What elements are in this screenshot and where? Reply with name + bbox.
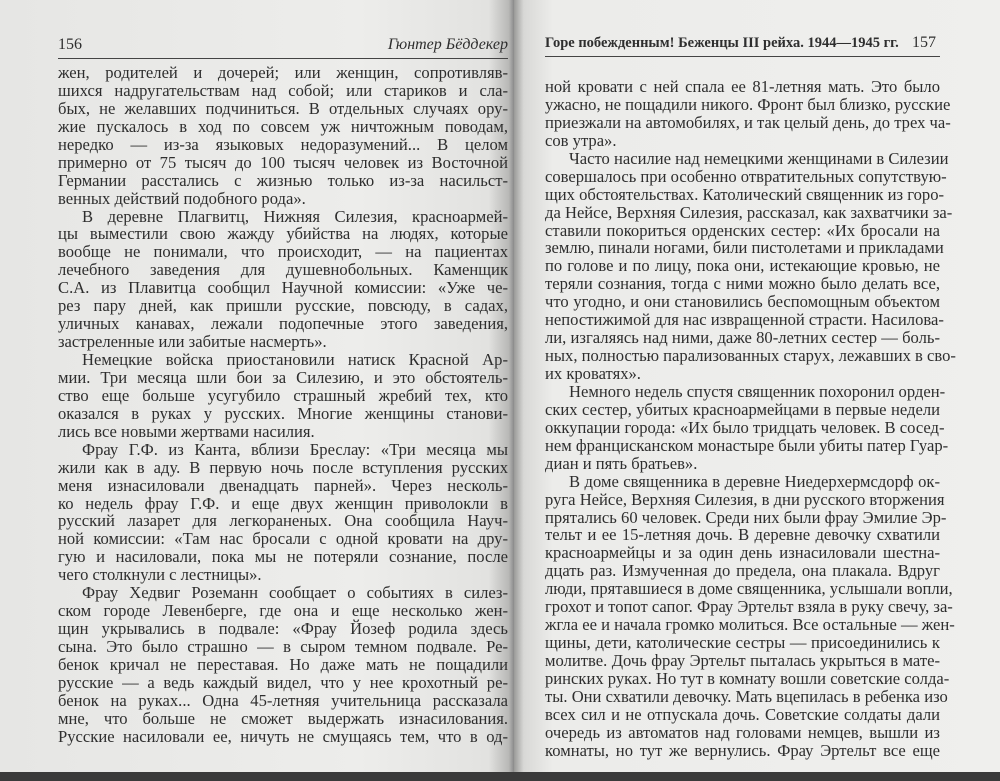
text-line: землю, пинали ногами, били пистолетами и прикладами bbox=[545, 238, 944, 258]
right-page-body bbox=[545, 77, 956, 760]
text-line: ной комиссии: «Там нас бросали с одной кровати на дру- bbox=[58, 529, 508, 549]
left-page-body bbox=[58, 64, 508, 746]
text-line: ной кровати с ней спала ее 81-летняя мать. Это было bbox=[545, 77, 940, 96]
text-line: Фрау Г.Ф. из Канта, вблизи Бреслау: «Три месяца мы bbox=[82, 439, 508, 459]
left-page-header bbox=[58, 36, 508, 59]
text-line: всех сил и не отпускала дочь. Советские солдаты дали bbox=[545, 704, 940, 724]
text-line: лечебного заведения для душевнобольных. Каменщик bbox=[58, 260, 508, 280]
text-line: грохот и топот сапог. Фрау Эртельт взяла в руку свечу, за- bbox=[545, 597, 953, 617]
text-line: вообще не понимали, что происходит, — на пациентах bbox=[58, 242, 508, 262]
text-line: нередко — из-за языковых недоразумений... В целом bbox=[58, 134, 508, 154]
text-line: комнаты, но тут же вернулись. Фрау Эртельт все еще bbox=[545, 740, 940, 760]
text-line: русский лазарет для легкораненых. Она сообщила Науч- bbox=[58, 511, 508, 531]
text-line: приезжали на автомобилях, и так целый день, до трех ча- bbox=[545, 112, 951, 132]
text-line: мии. Три месяца шли бои за Силезию, и это обстоятель- bbox=[58, 367, 508, 387]
text-line: щих обстоятельствах. Католический священник из горо- bbox=[545, 184, 945, 204]
text-line: бенок кричал не переставая. Но даже мать не пощадили bbox=[58, 654, 508, 674]
text-line: ринских руках. Но тут в комнату вошли советские солда- bbox=[545, 668, 950, 688]
text-line: лись все новыми жертвами насилия. bbox=[58, 421, 315, 441]
text-line: ных, полностью парализованных старух, лежавших в сво- bbox=[545, 346, 956, 366]
text-line: жили как в аду. В первую ночь после вступления русских bbox=[58, 457, 508, 477]
right-page-header bbox=[545, 34, 940, 57]
text-line: их кроватях». bbox=[545, 364, 641, 383]
text-line: Фрау Хедвиг Роземанн сообщает о событиях в силез- bbox=[82, 583, 508, 603]
running-title: Гюнтер Бёддекер bbox=[387, 36, 508, 53]
text-line: примерно от 75 тысяч до 100 тысяч человек из Восточной bbox=[58, 152, 508, 172]
text-line: бенок на руках... Одна 45-летняя учительница рассказала bbox=[58, 690, 508, 710]
text-line: гую и насиловали, пока мы не потеряли сознание, после bbox=[58, 547, 508, 567]
text-line: меня изнасиловали двенадцать парней». Через несколь- bbox=[58, 475, 508, 495]
text-line: застреленные или забитые насмерть». bbox=[58, 332, 327, 352]
text-line: Немного недель спустя священник похоронил орден- bbox=[569, 381, 946, 401]
text-line: С.А. из Плавитца сообщил Научной комиссии: «Уже че- bbox=[58, 278, 508, 298]
text-line: оккупации города: «Их было тридцать человек. В сосед- bbox=[545, 417, 945, 437]
text-line: диан и пять братьев». bbox=[545, 453, 698, 473]
running-title: Горе побежденным! Беженцы III рейха. 1944—1945 гг. bbox=[545, 35, 899, 51]
text-line: уличных канавах, лежали подопечные этого заведения, bbox=[58, 314, 508, 334]
text-line: жгла ее и начала громко молиться. Все остальные — жен- bbox=[545, 615, 955, 635]
text-line: ставили покориться орденских сестер: «Их бросали на bbox=[545, 220, 940, 240]
text-line: прятались 60 человек. Среди них были фрау Эмилие Эр- bbox=[545, 507, 947, 527]
text-line: люди, прятавшиеся в доме священника, услышали вопли, bbox=[545, 579, 953, 599]
text-line: мне, что больше не сможет выдержать изнасилования. bbox=[58, 708, 508, 728]
text-line: русские — а ведь каждый видел, что у нее крохотный ре- bbox=[58, 672, 508, 692]
text-line: Германии расстались с жизнью только из-за насильст- bbox=[58, 170, 508, 190]
text-line: совершалось при особенно отвратительных сопутствую- bbox=[545, 166, 947, 186]
page-number: 156 bbox=[58, 36, 82, 53]
text-line: чего столкнули с лестницы». bbox=[58, 565, 262, 585]
text-line: теряли сознания, тогда с ними можно было делать все, bbox=[545, 274, 940, 294]
right-page bbox=[514, 0, 1000, 772]
text-line: сов утра». bbox=[545, 130, 617, 150]
text-line: бых, не желавших подчиниться. В отдельных случаях ору- bbox=[58, 98, 508, 118]
page-number: 157 bbox=[912, 34, 936, 51]
text-line: ли, изгаляясь над ними, даже 80-летних сестер — боль- bbox=[545, 328, 940, 348]
text-line: ство еще больше усугубило страшный жребий тех, кто bbox=[58, 385, 508, 405]
text-line: да Нейсе, Верхняя Силезия, рассказал, как захватчики за- bbox=[545, 202, 953, 222]
text-line: ко недель фрау Г.Ф. и еще двух женщин приволокли в bbox=[58, 493, 508, 513]
text-line: ты. Они схватили девочку. Мать вцепилась в ребенка изо bbox=[545, 686, 948, 706]
text-line: тельт и ее 15-летняя дочь. В деревне девочку схватили bbox=[545, 525, 940, 545]
text-line: рез пару дней, как пришли русские, повсюду, в садах, bbox=[58, 296, 508, 316]
text-line: В доме священника в деревне Ниедерхермсдорф ок- bbox=[569, 471, 940, 491]
text-line: Русские насиловали ее, ничуть не смущаясь тем, что в од- bbox=[58, 726, 508, 746]
text-line: цы выместили свою жажду убийства на людях, которые bbox=[58, 224, 508, 244]
text-line: щины, дети, католические сестры — присоединились к bbox=[545, 633, 940, 653]
text-line: Часто насилие над немецкими женщинами в Силезии bbox=[569, 148, 949, 168]
text-line: ских сестер, убитых красноармейцами в первые недели bbox=[545, 399, 940, 419]
text-line: красноармейцы и за один день изнасиловали шестна- bbox=[545, 543, 940, 563]
text-line: жен, родителей и дочерей; или женщин, сопротивляв- bbox=[58, 63, 508, 82]
text-line: очередь из автоматов над головами немцев, вышли из bbox=[545, 722, 940, 742]
text-line: сына. Это было страшно — в сыром темном подвале. Ре- bbox=[58, 637, 508, 656]
text-line: руга Нейсе, Верхняя Силезия, в дни русского вторжения bbox=[545, 489, 945, 509]
text-line: жие пускалось в ход по совсем уж ничтожным поводам, bbox=[58, 116, 508, 136]
text-line: нем францисканском монастыре были убиты патер Гуар- bbox=[545, 435, 949, 455]
text-line: дцать раз. Измученная до предела, она плакала. Вдруг bbox=[545, 561, 940, 581]
text-line: по голове и по лицу, пока они, истекающие кровью, не bbox=[545, 256, 940, 276]
text-line: ском городе Левенберге, где она и еще несколько жен- bbox=[58, 601, 508, 621]
text-line: непостижимой для нас извращенной страсти. Насилова- bbox=[545, 310, 944, 330]
text-line: что угодно, и они становились беспомощным объектом bbox=[545, 292, 940, 312]
text-line: оказался в руках у русских. Многие женщины станови- bbox=[58, 403, 508, 423]
text-line: шихся надругательствам над собой; или стариков и сла- bbox=[58, 80, 508, 100]
text-line: молитве. Дочь фрау Эртельт пыталась укрыться в мате- bbox=[545, 651, 940, 670]
text-line: ужасно, не пощадили никого. Фронт был близко, русские bbox=[545, 94, 951, 114]
text-line: щин укрывались в подвале: «Фрау Йозеф родила здесь bbox=[58, 619, 508, 639]
text-line: Немецкие войска приостановили натиск Красной Ар- bbox=[82, 350, 508, 369]
text-line: венных действий подобного рода». bbox=[58, 188, 306, 208]
text-line: В деревне Плагвитц, Нижняя Силезия, красноармей- bbox=[82, 206, 508, 226]
